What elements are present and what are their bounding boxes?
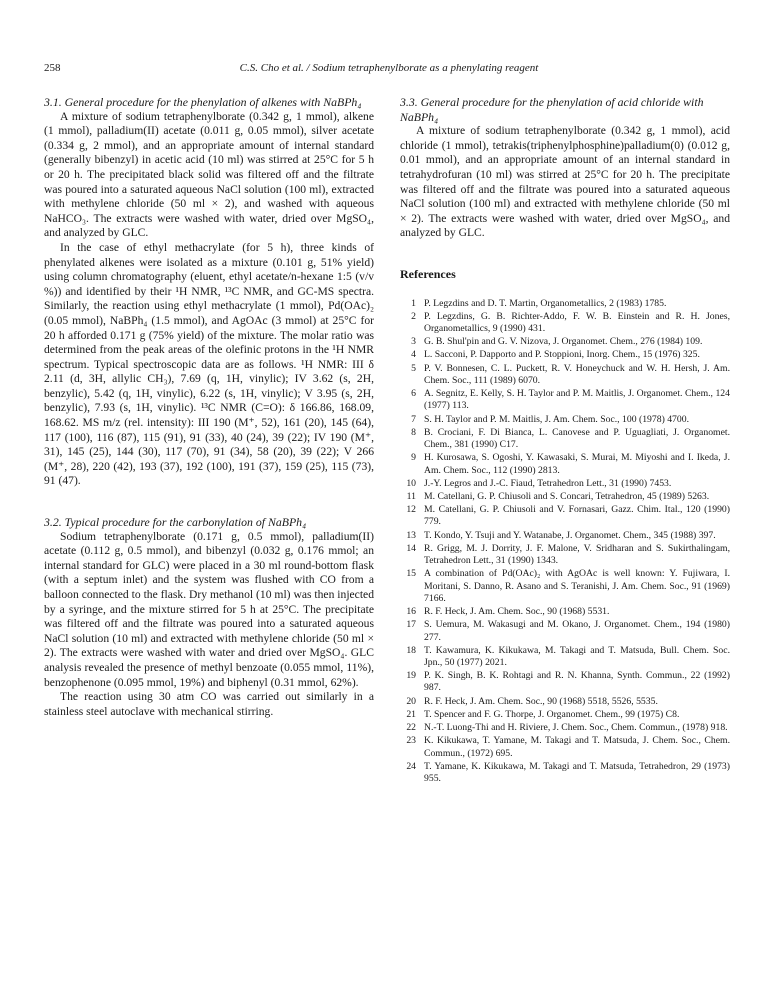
page-number: 258 [44, 62, 61, 74]
reference-number: 24 [406, 760, 416, 772]
reference-text: K. Kikukawa, T. Yamane, M. Takagi and T. Matsuda, J. Chem. Soc., Chem. Commun., (1972) 695. [424, 735, 730, 759]
references-title: References [400, 266, 456, 281]
references-list [400, 298, 730, 786]
reference-item [400, 543, 730, 568]
reference-number: 6 [411, 388, 416, 400]
paragraph: Sodium tetraphenylborate (0.171 g, 0.5 mmol), palladium(II) acetate (0.112 g, 0.5 mmol), and bibenzyl (0.032 g, 0.176 mmol; an internal standard for GLC) were placed in a 30 ml round-bottom flask (with a septum inlet) and the system was flushed with CO from a balloon connected to the flask. Dry methanol (10 ml) was then injected by a syringe, and the mixture stirred for 5 h at 25°C. The precipitate was filtered off and the filtrate was poured into a saturated aqueous NaCl solution (10 ml) and extracted with methylene chloride (50 ml × 2). The extracts were washed with water and dried over MgSO₄. GLC analysis revealed the presence of methyl benzoate (0.055 mmol, 11%), benzophenone (0.095 mmol, 19%) and biphenyl (0.31 mmol, 62%). [44, 529, 374, 689]
reference-item [400, 696, 730, 708]
left-column [44, 95, 374, 719]
reference-item [400, 298, 730, 310]
reference-item [400, 349, 730, 361]
reference-text: L. Sacconi, P. Dapporto and P. Stoppioni, Inorg. Chem., 15 (1976) 325. [424, 349, 700, 361]
reference-number: 16 [406, 606, 416, 618]
reference-text: A combination of Pd(OAc)₂ with AgOAc is well known: Y. Fujiwara, I. Moritani, S. Danno, R. Asano and S. Teranishi, J. Am. Chem. Soc., 91 (1969) 7166. [424, 568, 730, 604]
paragraph: A mixture of sodium tetraphenylborate (0.342 g, 1 mmol), alkene (1 mmol), palladium(II) acetate (0.011 g, 0.05 mmol), silver acetate (0.334 g, 2 mmol), and an appropriate amount of internal standard (generally bibenzyl) in acetic acid (10 ml) was stirred at 25°C for 5 h or 20 h. The precipitated black solid was filtered off and the filtrate was poured into a saturated aqueous NaCl solution (100 ml), extracted with methylene chloride (50 ml × 2), and washed with aqueous NaHCO₃. The extracts were washed with water, dried over MgSO₄, and analyzed by GLC. [44, 109, 374, 240]
reference-item [400, 619, 730, 644]
running-head: C.S. Cho et al. / Sodium tetraphenylborate as a phenylating reagent [239, 62, 539, 74]
reference-item [400, 606, 730, 618]
reference-number: 22 [406, 722, 416, 734]
reference-text: P. Legzdins and D. T. Martin, Organometallics, 2 (1983) 1785. [424, 297, 667, 309]
reference-text: P. K. Singh, B. K. Rohtagi and R. N. Khanna, Synth. Commun., 22 (1992) 987. [424, 670, 730, 694]
reference-item [400, 414, 730, 426]
reference-text: T. Spencer and F. G. Thorpe, J. Organomet. Chem., 99 (1975) C8. [424, 708, 680, 720]
reference-text: T. Kawamura, K. Kikukawa, M. Takagi and T. Matsuda, Bull. Chem. Soc. Jpn., 50 (1977) 2021. [424, 644, 730, 668]
reference-number: 20 [406, 695, 416, 707]
reference-text: P. Legzdins, G. B. Richter-Addo, F. W. B. Einstein and R. H. Jones, Organometallics, 9 (1990) 431. [424, 310, 730, 335]
reference-item [400, 311, 730, 336]
reference-number: 9 [411, 452, 416, 464]
reference-number: 18 [406, 644, 416, 656]
reference-item [400, 336, 730, 348]
reference-text: B. Crociani, F. Di Bianca, L. Canovese and P. Uguagliati, J. Organomet. Chem., 381 (1990) C17. [424, 426, 730, 451]
reference-item [400, 735, 730, 760]
reference-text: A. Segnitz, E. Kelly, S. H. Taylor and P. M. Maitlis, J. Organomet. Chem., 124 (1977) 113. [424, 388, 730, 412]
page-header [44, 62, 734, 78]
reference-text: H. Kurosawa, S. Ogoshi, Y. Kawasaki, S. Murai, M. Miyoshi and I. Ikeda, J. Am. Chem. Soc., 112 (1990) 2813. [424, 452, 730, 476]
reference-text: R. F. Heck, J. Am. Chem. Soc., 90 (1968) 5518, 5526, 5535. [424, 695, 658, 707]
paragraph: The reaction using 30 atm CO was carried out similarly in a stainless steel autoclave with mechanical stirring. [44, 690, 374, 718]
reference-number: 8 [411, 426, 416, 438]
reference-item [400, 568, 730, 605]
reference-item [400, 670, 730, 695]
reference-text: T. Kondo, Y. Tsuji and Y. Watanabe, J. Organomet. Chem., 345 (1988) 397. [424, 529, 716, 541]
reference-number: 3 [411, 336, 416, 348]
reference-text: S. H. Taylor and P. M. Maitlis, J. Am. Chem. Soc., 100 (1978) 4700. [424, 413, 690, 425]
right-column [400, 95, 730, 786]
reference-text: M. Catellani, G. P. Chiusoli and S. Concari, Tetrahedron, 45 (1989) 5263. [424, 490, 710, 502]
reference-number: 19 [406, 670, 416, 682]
reference-item [400, 491, 730, 503]
reference-text: T. Yamane, K. Kikukawa, M. Takagi and T. Matsuda, Tetrahedron, 29 (1973) 955. [424, 760, 730, 784]
reference-number: 17 [406, 619, 416, 631]
reference-item [400, 504, 730, 529]
section-heading: 3.3. General procedure for the phenylation of acid chloride with NaBPh₄ [400, 95, 704, 124]
reference-item [400, 427, 730, 452]
reference-text: J.-Y. Legros and J.-C. Fiaud, Tetrahedron Lett., 31 (1990) 7453. [424, 477, 672, 489]
reference-number: 12 [406, 504, 416, 516]
reference-number: 15 [406, 568, 416, 580]
reference-item [400, 388, 730, 413]
paragraph: A mixture of sodium tetraphenylborate (0.342 g, 1 mmol), acid chloride (1 mmol), tetrakis(triphenylphosphine)palladium(0) (0.012 g, 0.01 mmol), and an appropriate amount of an internal standard in tetrahydrofuran (10 ml) was stirred at 25°C for 20 h. The precipitate was filtered off and the filtrate was poured into a saturated aqueous NaCl solution (100 ml) and extracted with methylene chloride (50 ml × 2). The extracts were washed with water, dried over MgSO₄, and analyzed by GLC. [400, 124, 730, 240]
reference-item [400, 709, 730, 721]
reference-number: 13 [406, 529, 416, 541]
reference-text: R. F. Heck, J. Am. Chem. Soc., 90 (1968) 5531. [424, 606, 610, 618]
reference-number: 14 [406, 542, 416, 554]
reference-item [400, 722, 730, 734]
reference-number: 4 [411, 349, 416, 361]
reference-text: M. Catellani, G. P. Chiusoli and V. Fornasari, Gazz. Chim. Ital., 120 (1990) 779. [424, 504, 730, 528]
reference-number: 5 [411, 362, 416, 374]
reference-number: 23 [406, 735, 416, 747]
reference-item [400, 478, 730, 490]
section-3-1 [44, 95, 374, 489]
section-heading: 3.2. Typical procedure for the carbonylation of NaBPh₄ [44, 515, 307, 530]
reference-item [400, 452, 730, 477]
reference-item [400, 645, 730, 670]
section-3-2 [44, 515, 374, 719]
reference-text: R. Grigg, M. J. Dorrity, J. F. Malone, V. Sridharan and S. Sukirthalingam, Tetrahedron Lett., 31 (1990) 1343. [424, 542, 730, 567]
reference-item [400, 530, 730, 542]
reference-text: N.-T. Luong-Thi and H. Riviere, J. Chem. Soc., Chem. Commun., (1978) 918. [424, 722, 728, 734]
reference-number: 1 [411, 297, 416, 309]
reference-item [400, 363, 730, 388]
reference-number: 21 [406, 708, 416, 720]
reference-number: 2 [411, 310, 416, 322]
reference-text: G. B. Shul'pin and G. V. Nizova, J. Organomet. Chem., 276 (1984) 109. [424, 336, 703, 348]
reference-text: P. V. Bonnesen, C. L. Puckett, R. V. Honeychuck and W. H. Hersh, J. Am. Chem. Soc., 111 (1989) 6070. [424, 362, 730, 386]
reference-number: 11 [406, 490, 416, 502]
reference-number: 10 [406, 477, 416, 489]
reference-number: 7 [411, 413, 416, 425]
reference-text: S. Uemura, M. Wakasugi and M. Okano, J. Organomet. Chem., 194 (1980) 277. [424, 619, 730, 643]
paragraph: In the case of ethyl methacrylate (for 5 h), three kinds of phenylated alkenes were isolated as a mixture (0.101 g, 51% yield) using column chromatography (eluent, ethyl acetate/n-hexane 1:5 (v/v %)) and identified by their ¹H NMR, ¹³C NMR, and GC-MS spectra. Similarly, the reaction using ethyl methacrylate (1 mmol), Pd(OAc)₂ (0.05 mmol), NaBPh₄ (1.5 mmol), and AgOAc (3 mmol) at 25°C for 20 h afforded 0.171 g (75% yield) of the mixture. The molar ratio was determined from the peak areas of the olefinic protons in the ¹H NMR spectrum. Typical spectroscopic data are as follows. ¹H NMR: III δ 2.11 (d, 3H, allylic CH₃), 7.69 (q, 1H, vinylic); IV 3.62 (s, 2H, benzylic), 5.42 (q, 1H, vinylic), 6.22 (s, 1H, vinylic); V 3.95 (s, 2H, benzylic), 7.93 (s, 1H, vinylic). ¹³C NMR (C=O): δ 166.86, 168.09, 168.62. MS m/z (rel. intensity): III 190 (M⁺, 52), 161 (20), 145 (64), 117 (100), 116 (87), 115 (91), 91 (33), 40 (24), 39 (22); IV 190 (M⁺, 31), 145 (25), 144 (30), 117 (70), 91 (34), 58 (20), 39 (22); V 266 (M⁺, 28), 220 (42), 193 (37), 192 (100), 191 (37), 159 (25), 115 (73), 91 (47). [44, 240, 374, 488]
section-3-3 [400, 95, 730, 241]
reference-item [400, 761, 730, 786]
section-heading: 3.1. General procedure for the phenylation of alkenes with NaBPh₄ [44, 95, 362, 109]
